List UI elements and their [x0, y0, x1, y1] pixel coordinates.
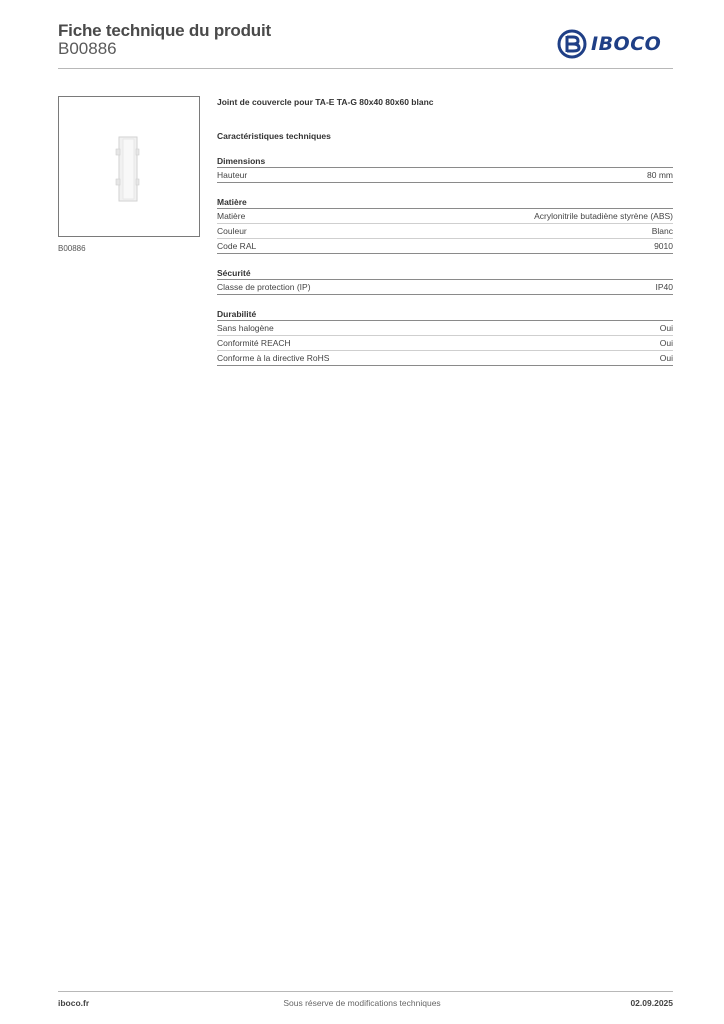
product-image-drawing [59, 97, 199, 236]
spec-label: Classe de protection (IP) [217, 282, 311, 292]
spec-value: Oui [659, 353, 673, 363]
spec-row [217, 209, 673, 224]
spec-content [217, 96, 673, 366]
spec-value: Oui [659, 323, 673, 333]
spec-row [217, 239, 673, 254]
spec-row [217, 321, 673, 336]
spec-label: Code RAL [217, 241, 257, 251]
spec-group-matiere [217, 196, 673, 254]
iboco-logo-icon [557, 29, 587, 59]
spec-label: Conforme à la directive RoHS [217, 353, 330, 363]
product-code: B00886 [58, 39, 117, 58]
header-title: Fiche technique du produit [58, 21, 271, 40]
spec-group-securite [217, 267, 673, 295]
product-name: Joint de couvercle pour TA-E TA-G 80x40 80x60 blanc [217, 97, 434, 107]
footer-date: 02.09.2025 [630, 998, 673, 1008]
spec-label: Couleur [217, 226, 247, 236]
spec-value: Blanc [651, 226, 673, 236]
spec-group-title: Sécurité [217, 267, 673, 280]
image-caption: B00886 [58, 244, 86, 253]
spec-label: Sans halogène [217, 323, 274, 333]
spec-group-dimensions [217, 155, 673, 183]
iboco-logo [557, 28, 661, 60]
spec-row [217, 280, 673, 295]
spec-label: Matière [217, 211, 246, 221]
spec-value: IP40 [655, 282, 673, 292]
footer-website: iboco.fr [58, 998, 90, 1008]
spec-row [217, 336, 673, 351]
spec-group-durabilite [217, 308, 673, 366]
footer-divider [58, 991, 673, 992]
spec-value: 9010 [654, 241, 673, 251]
spec-group-title: Dimensions [217, 155, 673, 168]
logo-text: IBOCO [591, 33, 662, 55]
spec-row [217, 224, 673, 239]
spec-group-title: Durabilité [217, 308, 673, 321]
spec-label: Hauteur [217, 170, 248, 180]
spec-value: Oui [659, 338, 673, 348]
product-image [58, 96, 200, 237]
spec-row [217, 168, 673, 183]
spec-value: Acrylonitrile butadiène styrène (ABS) [534, 211, 673, 221]
header-divider [58, 68, 673, 69]
spec-label: Conformité REACH [217, 338, 291, 348]
spec-group-title: Matière [217, 196, 673, 209]
footer-note: Sous réserve de modifications techniques [283, 998, 441, 1008]
spec-value: 80 mm [647, 170, 673, 180]
specs-title: Caractéristiques techniques [217, 131, 331, 141]
spec-row [217, 351, 673, 366]
